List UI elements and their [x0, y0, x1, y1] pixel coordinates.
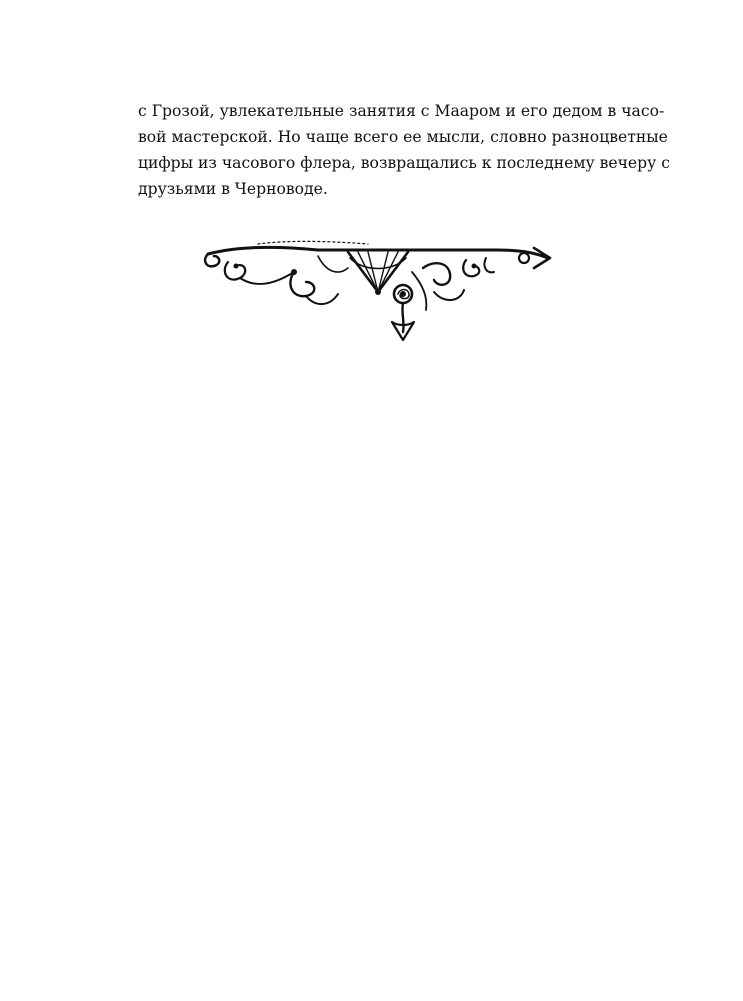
text-line-3: цифры из часового флера, возвращались к последнему вечеру с: [138, 154, 671, 172]
decorative-vignette-icon: [198, 232, 558, 344]
body-paragraph: [138, 98, 671, 202]
text-line-2: вой мастерской. Но чаще всего ее мысли, словно разноцветные: [138, 128, 668, 146]
text-line-1: с Грозой, увлекательные занятия с Мааром и его дедом в часо-: [138, 102, 665, 120]
text-line-4: друзьями в Черноводе.: [138, 180, 328, 198]
